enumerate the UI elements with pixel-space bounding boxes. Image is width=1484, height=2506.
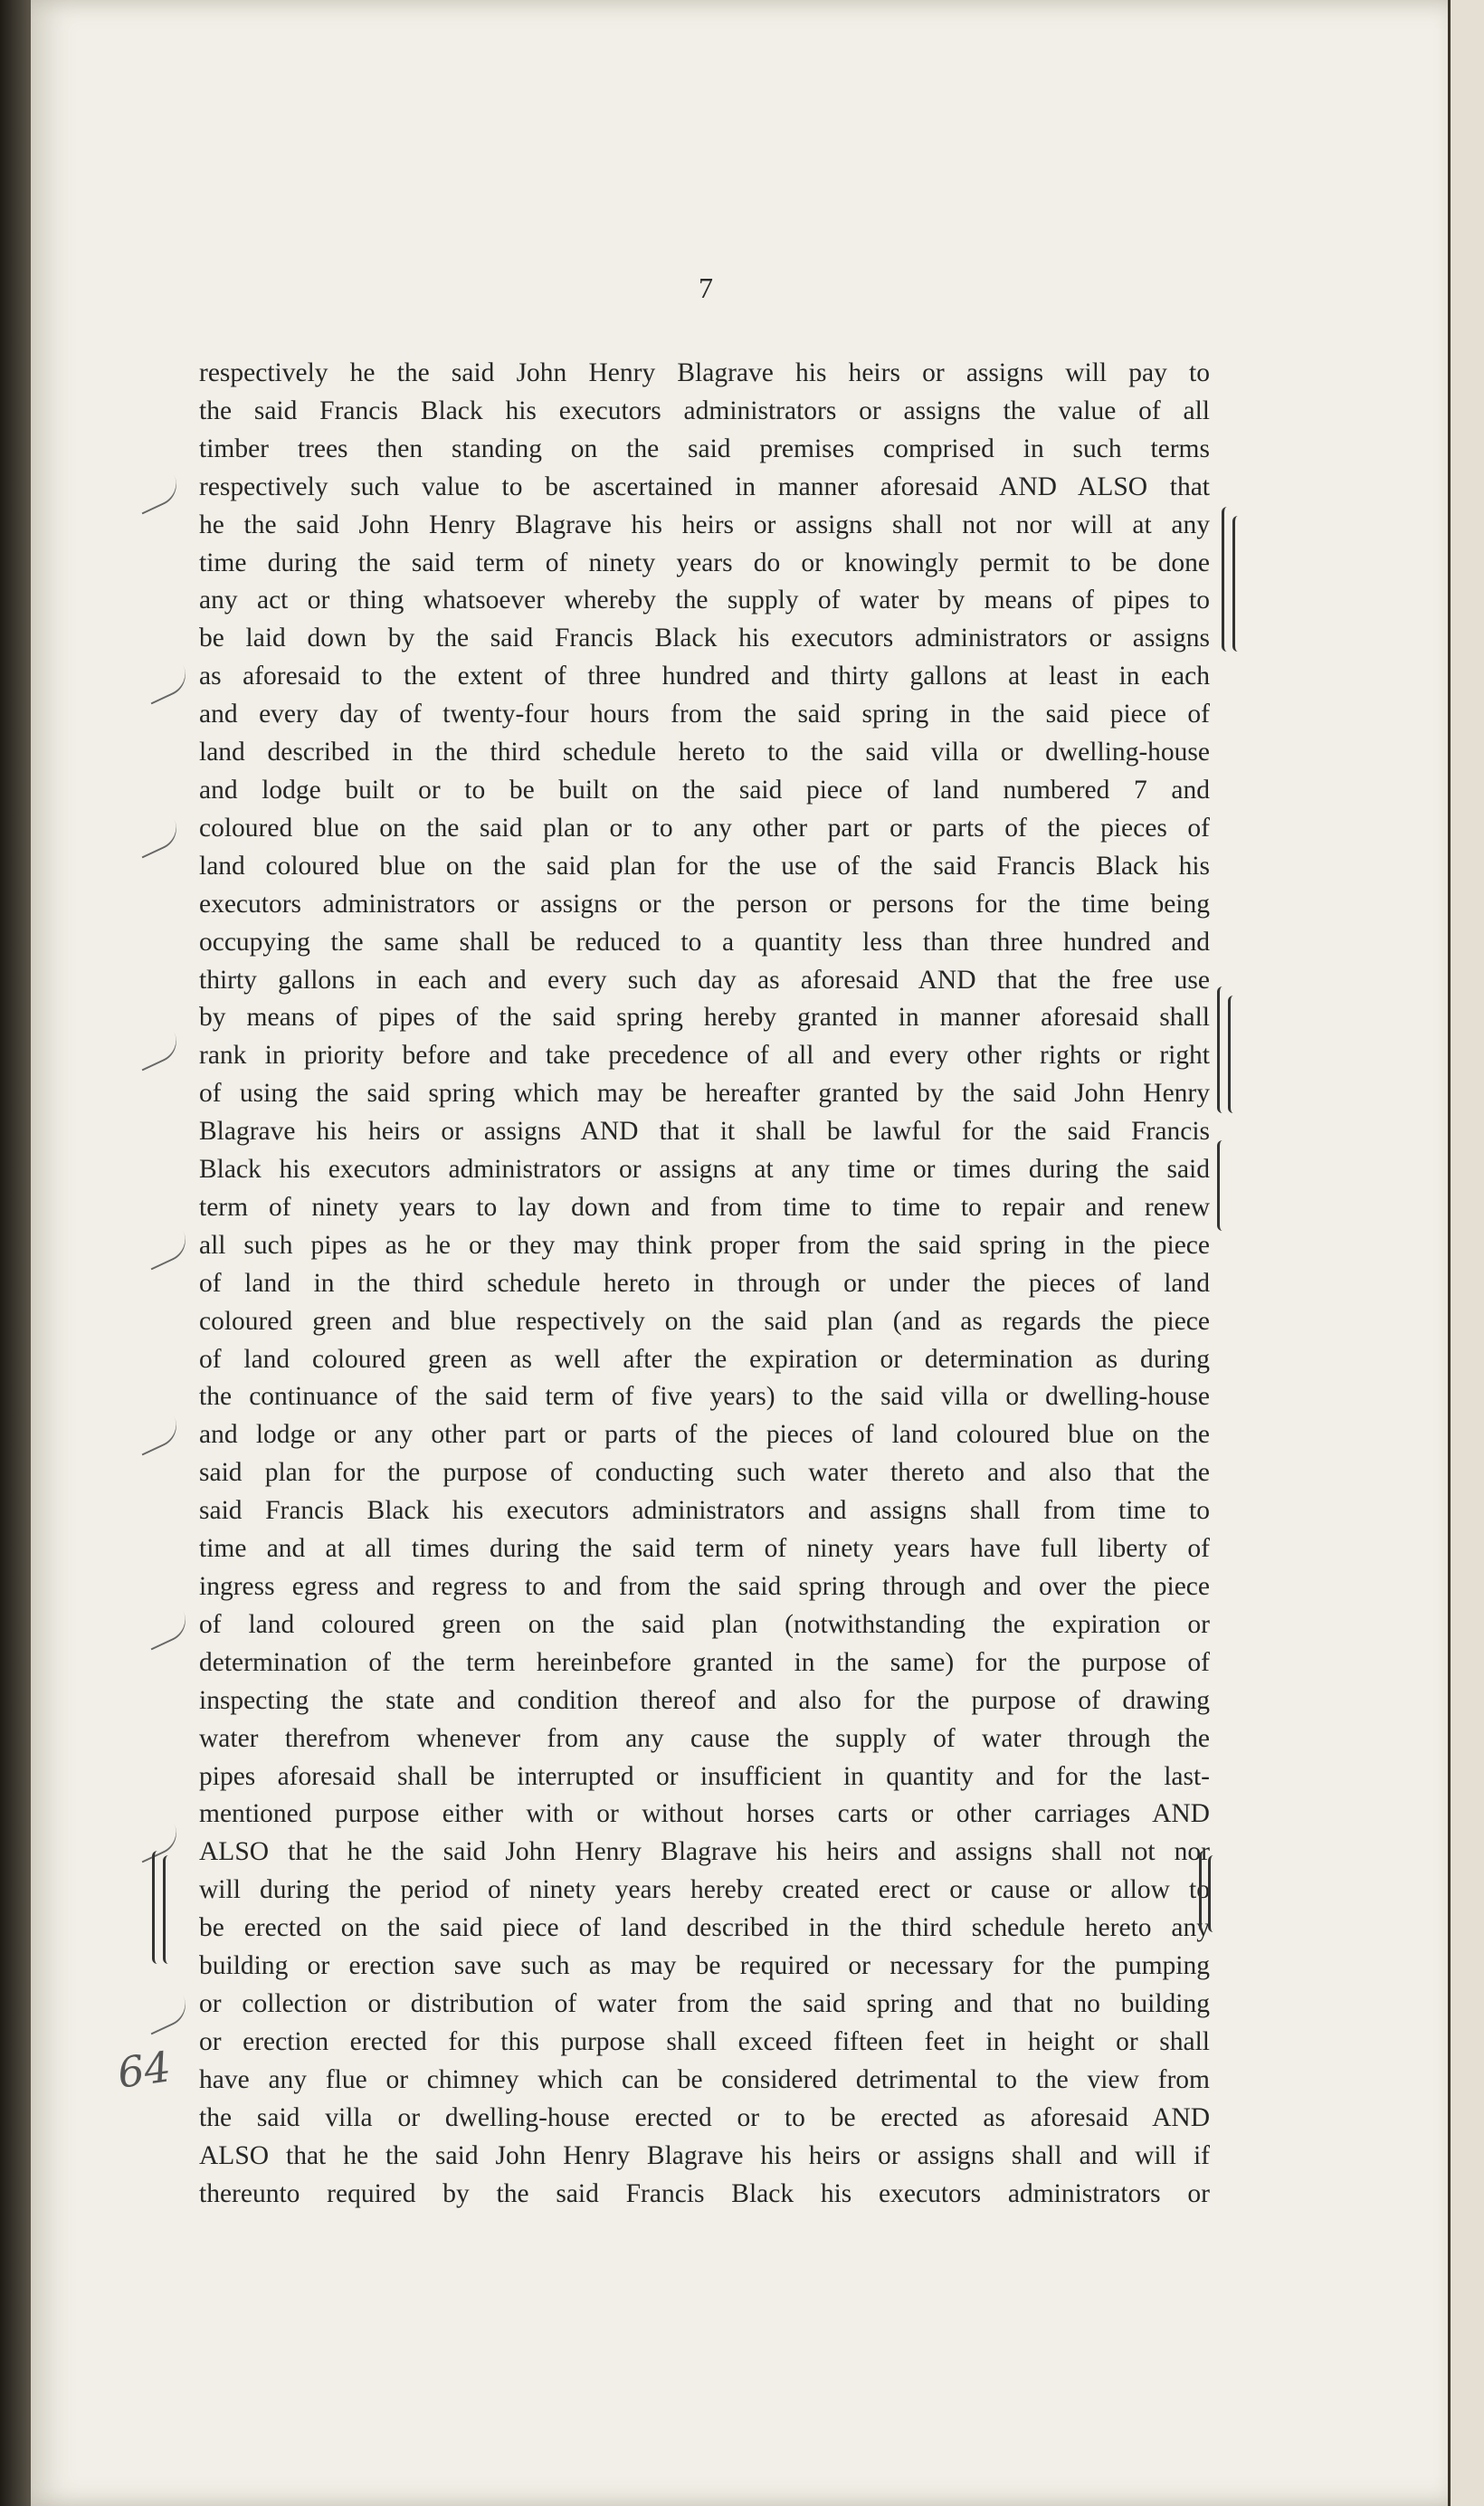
text-line: said plan for the purpose of conducting such water thereto and also that the (199, 1458, 1210, 1488)
text-line: said Francis Black his executors administrators and assigns shall from time to (199, 1496, 1210, 1526)
text-line: coloured green and blue respectively on the said plan (and as regards the piece (199, 1306, 1210, 1336)
text-line: any act or thing whatsoever whereby the supply of water by means of pipes to (199, 586, 1210, 615)
text-line: be laid down by the said Francis Black his executors administrators or assigns (199, 624, 1210, 653)
text-line: of land in the third schedule hereto in through or under the pieces of land (199, 1268, 1210, 1298)
text-line: timber trees then standing on the said premises comprised in such terms (199, 434, 1210, 463)
text-line: land coloured blue on the said plan for the use of the said Francis Black his (199, 851, 1210, 881)
handwritten-margin-note: 64 (114, 2042, 175, 2098)
adjacent-page-edge (1448, 0, 1484, 2506)
text-line: he the said John Henry Blagrave his heirs or assigns shall not nor will at any (199, 510, 1210, 539)
text-line: respectively he the said John Henry Blagrave his heirs or assigns will pay to (199, 358, 1210, 387)
text-line: and lodge or any other part or parts of the pieces of land coloured blue on the (199, 1420, 1210, 1450)
text-line: or collection or distribution of water from the said spring and that no building (199, 1988, 1210, 2018)
text-line: the continuance of the said term of five years) to the said villa or dwelling-house (199, 1382, 1210, 1412)
text-line: inspecting the state and condition thereof and also for the purpose of drawing (199, 1685, 1210, 1715)
text-line: respectively such value to be ascertained in manner aforesaid AND ALSO that (199, 472, 1210, 501)
text-line: ALSO that he the said John Henry Blagrave his heirs and assigns shall not nor (199, 1837, 1210, 1867)
text-line: Blagrave his heirs or assigns AND that it shall be lawful for the said Francis (199, 1117, 1210, 1147)
text-line: and every day of twenty-four hours from the said spring in the said piece of (199, 700, 1210, 729)
text-line: will during the period of ninety years hereby created erect or cause or allow to (199, 1875, 1210, 1905)
text-line: time and at all times during the said term of ninety years have full liberty of (199, 1534, 1210, 1564)
margin-bracket (1217, 1140, 1229, 1231)
text-line: water therefrom whenever from any cause the supply of water through the (199, 1723, 1210, 1753)
text-line: and lodge built or to be built on the said piece of land numbered 7 and (199, 775, 1210, 805)
text-line: be erected on the said piece of land described in the third schedule hereto any (199, 1913, 1210, 1943)
text-line: coloured blue on the said plan or to any other part or parts of the pieces of (199, 813, 1210, 843)
margin-bracket (163, 1855, 175, 1964)
page-number: 7 (699, 272, 713, 304)
margin-bracket (1232, 516, 1244, 652)
text-line: occupying the same shall be reduced to a quantity less than three hundred and (199, 927, 1210, 957)
body-text (199, 355, 1210, 2213)
text-line: Black his executors administrators or assigns at any time or times during the said (199, 1155, 1210, 1185)
text-line: of land coloured green as well after the expiration or determination as during (199, 1344, 1210, 1374)
text-line: thirty gallons in each and every such day as aforesaid AND that the free use (199, 965, 1210, 995)
book-binding-edge (0, 0, 31, 2506)
text-line: thereunto required by the said Francis Black his executors administrators or (199, 2178, 1210, 2208)
margin-bracket (1208, 1855, 1220, 1932)
text-line: pipes aforesaid shall be interrupted or insufficient in quantity and for the last- (199, 1761, 1210, 1791)
text-line: of using the said spring which may be hereafter granted by the said John Henry (199, 1079, 1210, 1109)
text-line: rank in priority before and take precedence of all and every other rights or right (199, 1041, 1210, 1071)
text-line: by means of pipes of the said spring hereby granted in manner aforesaid shall (199, 1003, 1210, 1033)
text-line: executors administrators or assigns or the person or persons for the time being (199, 889, 1210, 919)
text-line: ALSO that he the said John Henry Blagrave his heirs or assigns shall and will if (199, 2140, 1210, 2170)
margin-bracket (1228, 996, 1240, 1113)
text-line: land described in the third schedule hereto to the said villa or dwelling-house (199, 738, 1210, 767)
text-line: or erection erected for this purpose shall exceed fifteen feet in height or shall (199, 2026, 1210, 2056)
text-line: ingress egress and regress to and from the said spring through and over the piece (199, 1572, 1210, 1601)
text-line: building or erection save such as may be required or necessary for the pumping (199, 1951, 1210, 1981)
text-line: time during the said term of ninety years do or knowingly permit to be done (199, 548, 1210, 577)
text-line: all such pipes as he or they may think proper from the said spring in the piece (199, 1230, 1210, 1260)
text-line: as aforesaid to the extent of three hundred and thirty gallons at least in each (199, 662, 1210, 691)
text-line: have any flue or chimney which can be considered detrimental to the view from (199, 2064, 1210, 2094)
text-line: the said villa or dwelling-house erected or to be erected as aforesaid AND (199, 2102, 1210, 2132)
text-line: mentioned purpose either with or without horses carts or other carriages AND (199, 1799, 1210, 1829)
text-line: of land coloured green on the said plan (notwithstanding the expiration or (199, 1609, 1210, 1639)
text-line: term of ninety years to lay down and from time to time to repair and renew (199, 1192, 1210, 1222)
text-line: the said Francis Black his executors administrators or assigns the value of all (199, 395, 1210, 425)
text-line: determination of the term hereinbefore granted in the same) for the purpose of (199, 1647, 1210, 1677)
